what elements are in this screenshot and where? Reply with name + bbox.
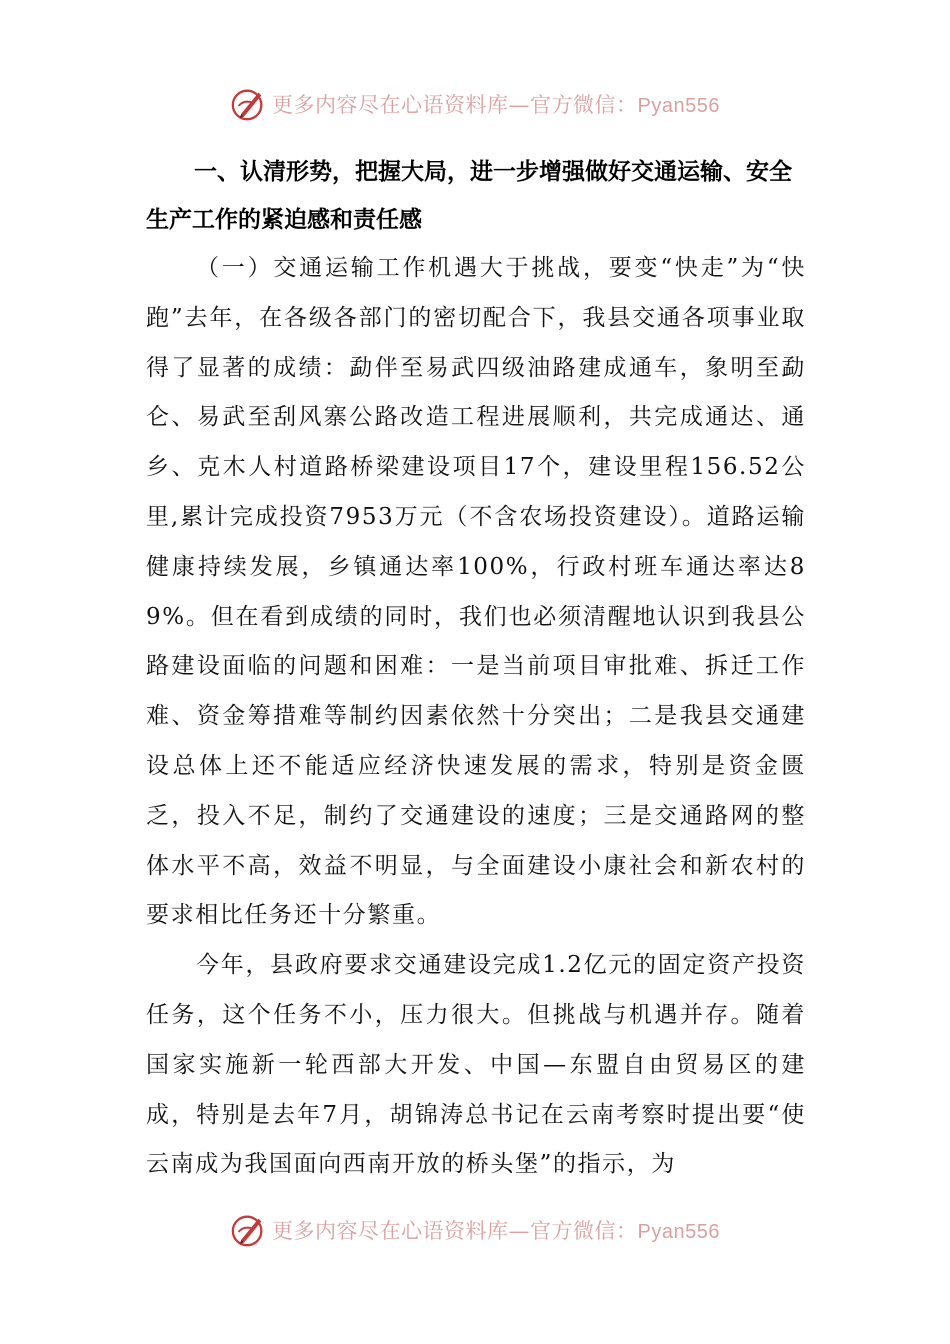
footer-watermark xyxy=(0,1210,950,1250)
watermark-brand: Pyan556 xyxy=(637,1221,720,1243)
paragraph-2: 今年，县政府要求交通建设完成1.2亿元的固定资产投资任务，这个任务不小，压力很大。但挑战与机遇并存。随着国家实施新一轮西部大开发、中国—东盟自由贸易区的建成，特别是去年7月，胡锦涛总书记在云南考察时提出要“使云南成为我国面向西南开放的桥头堡”的指示，为 xyxy=(146,952,806,1178)
pen-logo-icon xyxy=(230,1211,268,1249)
pen-logo-icon xyxy=(230,85,268,123)
watermark-text: 更多内容尽在心语资料库—官方微信：Pyan556 xyxy=(272,93,720,117)
watermark-text: 更多内容尽在心语资料库—官方微信：Pyan556 xyxy=(272,1219,720,1243)
header-watermark xyxy=(0,84,950,124)
document-body xyxy=(146,148,806,1190)
section-heading: 一、认清形势，把握大局，进一步增强做好交通运输、安全生产工作的紧迫感和责任感 xyxy=(146,159,792,233)
watermark-brand: Pyan556 xyxy=(637,95,720,117)
paragraph-1: （一）交通运输工作机遇大于挑战，要变“快走”为“快跑”去年，在各级各部门的密切配合下，我县交通各项事业取得了显著的成绩：勐伴至易武四级油路建成通车，象明至勐仑、易武至刮风寨公路改造工程进展顺利，共完成通达、通乡、克木人村道路桥梁建设项目17个，建设里程156.52公里,累计完成投资7953万元（不含农场投资建设）。道路运输健康持续发展，乡镇通达率100%，行政村班车通达率达89%。但在看到成绩的同时，我们也必须清醒地认识到我县公路建设面临的问题和困难：一是当前项目审批难、拆迁工作难、资金筹措难等制约因素依然十分突出；二是我县交通建设总体上还不能适应经济快速发展的需求，特别是资金匮乏，投入不足，制约了交通建设的速度；三是交通路网的整体水平不高，效益不明显，与全面建设小康社会和新农村的要求相比任务还十分繁重。 xyxy=(146,255,806,929)
